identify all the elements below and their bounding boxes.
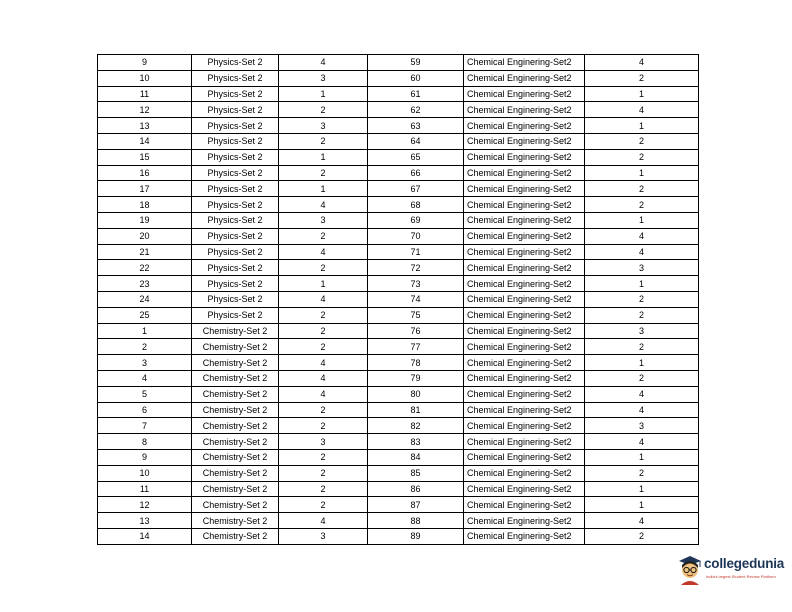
question-number-cell: 80 [368, 386, 464, 402]
subject-cell: Chemical Enginering-Set2 [464, 370, 585, 386]
answer-cell: 4 [585, 55, 699, 71]
subject-cell: Physics-Set 2 [192, 165, 279, 181]
answer-key-table [97, 54, 699, 545]
subject-cell: Chemistry-Set 2 [192, 434, 279, 450]
answer-cell: 4 [279, 291, 368, 307]
question-number-cell: 23 [98, 276, 192, 292]
answer-cell: 1 [585, 165, 699, 181]
question-number-cell: 6 [98, 402, 192, 418]
answer-cell: 1 [585, 212, 699, 228]
table-row [98, 165, 699, 181]
question-number-cell: 10 [98, 70, 192, 86]
question-number-cell: 75 [368, 307, 464, 323]
table-row [98, 276, 699, 292]
answer-cell: 2 [279, 418, 368, 434]
subject-cell: Chemical Enginering-Set2 [464, 86, 585, 102]
answer-cell: 2 [585, 307, 699, 323]
question-number-cell: 87 [368, 497, 464, 513]
brand-tagline: India's largest Student Review Platform [706, 574, 776, 579]
subject-cell: Physics-Set 2 [192, 260, 279, 276]
answer-cell: 4 [279, 244, 368, 260]
subject-cell: Chemistry-Set 2 [192, 449, 279, 465]
table-row [98, 370, 699, 386]
subject-cell: Chemical Enginering-Set2 [464, 513, 585, 529]
answer-cell: 3 [279, 434, 368, 450]
subject-cell: Chemical Enginering-Set2 [464, 449, 585, 465]
brand-name: collegedunia [704, 556, 785, 571]
answer-cell: 2 [279, 497, 368, 513]
question-number-cell: 67 [368, 181, 464, 197]
answer-cell: 2 [585, 149, 699, 165]
answer-cell: 2 [279, 339, 368, 355]
question-number-cell: 76 [368, 323, 464, 339]
subject-cell: Chemistry-Set 2 [192, 418, 279, 434]
question-number-cell: 66 [368, 165, 464, 181]
subject-cell: Chemistry-Set 2 [192, 513, 279, 529]
subject-cell: Physics-Set 2 [192, 307, 279, 323]
question-number-cell: 84 [368, 449, 464, 465]
answer-cell: 4 [279, 355, 368, 371]
answer-cell: 1 [279, 181, 368, 197]
subject-cell: Chemistry-Set 2 [192, 370, 279, 386]
subject-cell: Chemical Enginering-Set2 [464, 118, 585, 134]
question-number-cell: 9 [98, 449, 192, 465]
question-number-cell: 69 [368, 212, 464, 228]
subject-cell: Chemical Enginering-Set2 [464, 181, 585, 197]
question-number-cell: 64 [368, 133, 464, 149]
subject-cell: Chemical Enginering-Set2 [464, 165, 585, 181]
table-row [98, 418, 699, 434]
answer-cell: 1 [279, 86, 368, 102]
question-number-cell: 16 [98, 165, 192, 181]
subject-cell: Chemical Enginering-Set2 [464, 102, 585, 118]
question-number-cell: 9 [98, 55, 192, 71]
answer-cell: 4 [585, 102, 699, 118]
table-row [98, 386, 699, 402]
table-row [98, 102, 699, 118]
question-number-cell: 59 [368, 55, 464, 71]
answer-cell: 1 [585, 118, 699, 134]
question-number-cell: 24 [98, 291, 192, 307]
answer-cell: 4 [585, 386, 699, 402]
subject-cell: Chemical Enginering-Set2 [464, 228, 585, 244]
subject-cell: Chemistry-Set 2 [192, 481, 279, 497]
subject-cell: Chemical Enginering-Set2 [464, 528, 585, 544]
answer-cell: 2 [585, 339, 699, 355]
subject-cell: Chemical Enginering-Set2 [464, 244, 585, 260]
question-number-cell: 83 [368, 434, 464, 450]
answer-cell: 3 [585, 260, 699, 276]
table-row [98, 434, 699, 450]
answer-cell: 2 [279, 133, 368, 149]
subject-cell: Chemical Enginering-Set2 [464, 418, 585, 434]
subject-cell: Physics-Set 2 [192, 70, 279, 86]
answer-cell: 1 [585, 481, 699, 497]
subject-cell: Chemistry-Set 2 [192, 323, 279, 339]
subject-cell: Physics-Set 2 [192, 86, 279, 102]
subject-cell: Chemical Enginering-Set2 [464, 402, 585, 418]
answer-cell: 4 [279, 197, 368, 213]
question-number-cell: 73 [368, 276, 464, 292]
subject-cell: Chemical Enginering-Set2 [464, 339, 585, 355]
question-number-cell: 3 [98, 355, 192, 371]
subject-cell: Chemical Enginering-Set2 [464, 197, 585, 213]
question-number-cell: 4 [98, 370, 192, 386]
subject-cell: Chemical Enginering-Set2 [464, 212, 585, 228]
table-row [98, 181, 699, 197]
answer-cell: 4 [585, 513, 699, 529]
subject-cell: Physics-Set 2 [192, 149, 279, 165]
question-number-cell: 88 [368, 513, 464, 529]
question-number-cell: 62 [368, 102, 464, 118]
table-row [98, 133, 699, 149]
subject-cell: Chemistry-Set 2 [192, 355, 279, 371]
answer-key-table-body [98, 55, 699, 545]
table-row [98, 449, 699, 465]
table-row [98, 291, 699, 307]
subject-cell: Chemical Enginering-Set2 [464, 133, 585, 149]
answer-cell: 4 [279, 370, 368, 386]
answer-cell: 2 [585, 291, 699, 307]
answer-cell: 2 [585, 528, 699, 544]
subject-cell: Physics-Set 2 [192, 118, 279, 134]
question-number-cell: 71 [368, 244, 464, 260]
graduate-mascot-icon [676, 553, 704, 585]
table-row [98, 55, 699, 71]
subject-cell: Physics-Set 2 [192, 197, 279, 213]
answer-cell: 3 [585, 418, 699, 434]
question-number-cell: 78 [368, 355, 464, 371]
answer-cell: 2 [585, 370, 699, 386]
table-row [98, 323, 699, 339]
subject-cell: Chemical Enginering-Set2 [464, 497, 585, 513]
question-number-cell: 10 [98, 465, 192, 481]
answer-cell: 2 [279, 323, 368, 339]
subject-cell: Chemical Enginering-Set2 [464, 149, 585, 165]
question-number-cell: 79 [368, 370, 464, 386]
question-number-cell: 12 [98, 102, 192, 118]
subject-cell: Chemical Enginering-Set2 [464, 481, 585, 497]
subject-cell: Chemical Enginering-Set2 [464, 260, 585, 276]
table-row [98, 260, 699, 276]
collegedunia-logo [676, 553, 788, 587]
table-row [98, 339, 699, 355]
question-number-cell: 63 [368, 118, 464, 134]
answer-cell: 2 [585, 181, 699, 197]
table-row [98, 228, 699, 244]
subject-cell: Chemistry-Set 2 [192, 339, 279, 355]
question-number-cell: 65 [368, 149, 464, 165]
subject-cell: Chemistry-Set 2 [192, 528, 279, 544]
subject-cell: Physics-Set 2 [192, 276, 279, 292]
subject-cell: Chemical Enginering-Set2 [464, 355, 585, 371]
subject-cell: Chemical Enginering-Set2 [464, 323, 585, 339]
table-row [98, 307, 699, 323]
question-number-cell: 12 [98, 497, 192, 513]
answer-cell: 3 [279, 528, 368, 544]
answer-cell: 2 [585, 197, 699, 213]
question-number-cell: 11 [98, 481, 192, 497]
answer-cell: 2 [279, 449, 368, 465]
subject-cell: Chemistry-Set 2 [192, 386, 279, 402]
subject-cell: Chemistry-Set 2 [192, 465, 279, 481]
answer-cell: 4 [279, 386, 368, 402]
table-row [98, 86, 699, 102]
answer-cell: 4 [585, 434, 699, 450]
answer-cell: 1 [279, 149, 368, 165]
question-number-cell: 13 [98, 513, 192, 529]
question-number-cell: 7 [98, 418, 192, 434]
answer-cell: 4 [585, 228, 699, 244]
table-row [98, 355, 699, 371]
answer-cell: 4 [585, 244, 699, 260]
answer-cell: 1 [585, 355, 699, 371]
answer-cell: 2 [279, 102, 368, 118]
subject-cell: Physics-Set 2 [192, 291, 279, 307]
table-row [98, 497, 699, 513]
answer-cell: 3 [279, 212, 368, 228]
question-number-cell: 18 [98, 197, 192, 213]
answer-cell: 2 [585, 70, 699, 86]
answer-cell: 2 [585, 465, 699, 481]
answer-cell: 3 [279, 70, 368, 86]
subject-cell: Chemical Enginering-Set2 [464, 386, 585, 402]
subject-cell: Chemical Enginering-Set2 [464, 291, 585, 307]
subject-cell: Chemical Enginering-Set2 [464, 55, 585, 71]
answer-cell: 1 [585, 276, 699, 292]
question-number-cell: 11 [98, 86, 192, 102]
answer-cell: 3 [585, 323, 699, 339]
table-row [98, 528, 699, 544]
subject-cell: Physics-Set 2 [192, 244, 279, 260]
question-number-cell: 72 [368, 260, 464, 276]
answer-cell: 1 [585, 497, 699, 513]
table-row [98, 70, 699, 86]
answer-cell: 2 [279, 465, 368, 481]
question-number-cell: 68 [368, 197, 464, 213]
subject-cell: Chemistry-Set 2 [192, 497, 279, 513]
table-row [98, 402, 699, 418]
answer-cell: 2 [279, 402, 368, 418]
answer-cell: 1 [585, 449, 699, 465]
question-number-cell: 60 [368, 70, 464, 86]
question-number-cell: 13 [98, 118, 192, 134]
subject-cell: Physics-Set 2 [192, 55, 279, 71]
question-number-cell: 22 [98, 260, 192, 276]
answer-cell: 2 [279, 228, 368, 244]
answer-cell: 2 [279, 165, 368, 181]
table-row [98, 212, 699, 228]
answer-cell: 1 [279, 276, 368, 292]
table-row [98, 481, 699, 497]
subject-cell: Chemical Enginering-Set2 [464, 70, 585, 86]
question-number-cell: 1 [98, 323, 192, 339]
question-number-cell: 81 [368, 402, 464, 418]
table-row [98, 465, 699, 481]
question-number-cell: 20 [98, 228, 192, 244]
question-number-cell: 25 [98, 307, 192, 323]
table-row [98, 244, 699, 260]
table-row [98, 513, 699, 529]
question-number-cell: 15 [98, 149, 192, 165]
question-number-cell: 77 [368, 339, 464, 355]
answer-cell: 4 [585, 402, 699, 418]
table-row [98, 149, 699, 165]
question-number-cell: 17 [98, 181, 192, 197]
question-number-cell: 74 [368, 291, 464, 307]
answer-cell: 3 [279, 118, 368, 134]
subject-cell: Chemical Enginering-Set2 [464, 434, 585, 450]
subject-cell: Physics-Set 2 [192, 212, 279, 228]
table-row [98, 118, 699, 134]
answer-cell: 2 [279, 307, 368, 323]
subject-cell: Chemical Enginering-Set2 [464, 276, 585, 292]
subject-cell: Physics-Set 2 [192, 228, 279, 244]
answer-cell: 4 [279, 513, 368, 529]
table-row [98, 197, 699, 213]
subject-cell: Chemical Enginering-Set2 [464, 307, 585, 323]
question-number-cell: 89 [368, 528, 464, 544]
question-number-cell: 2 [98, 339, 192, 355]
answer-cell: 2 [279, 260, 368, 276]
question-number-cell: 61 [368, 86, 464, 102]
question-number-cell: 82 [368, 418, 464, 434]
subject-cell: Physics-Set 2 [192, 181, 279, 197]
answer-cell: 2 [279, 481, 368, 497]
question-number-cell: 14 [98, 528, 192, 544]
answer-cell: 4 [279, 55, 368, 71]
answer-cell: 2 [585, 133, 699, 149]
subject-cell: Chemical Enginering-Set2 [464, 465, 585, 481]
question-number-cell: 70 [368, 228, 464, 244]
subject-cell: Physics-Set 2 [192, 133, 279, 149]
question-number-cell: 85 [368, 465, 464, 481]
subject-cell: Physics-Set 2 [192, 102, 279, 118]
question-number-cell: 8 [98, 434, 192, 450]
question-number-cell: 21 [98, 244, 192, 260]
subject-cell: Chemistry-Set 2 [192, 402, 279, 418]
question-number-cell: 14 [98, 133, 192, 149]
answer-cell: 1 [585, 86, 699, 102]
question-number-cell: 19 [98, 212, 192, 228]
question-number-cell: 86 [368, 481, 464, 497]
question-number-cell: 5 [98, 386, 192, 402]
